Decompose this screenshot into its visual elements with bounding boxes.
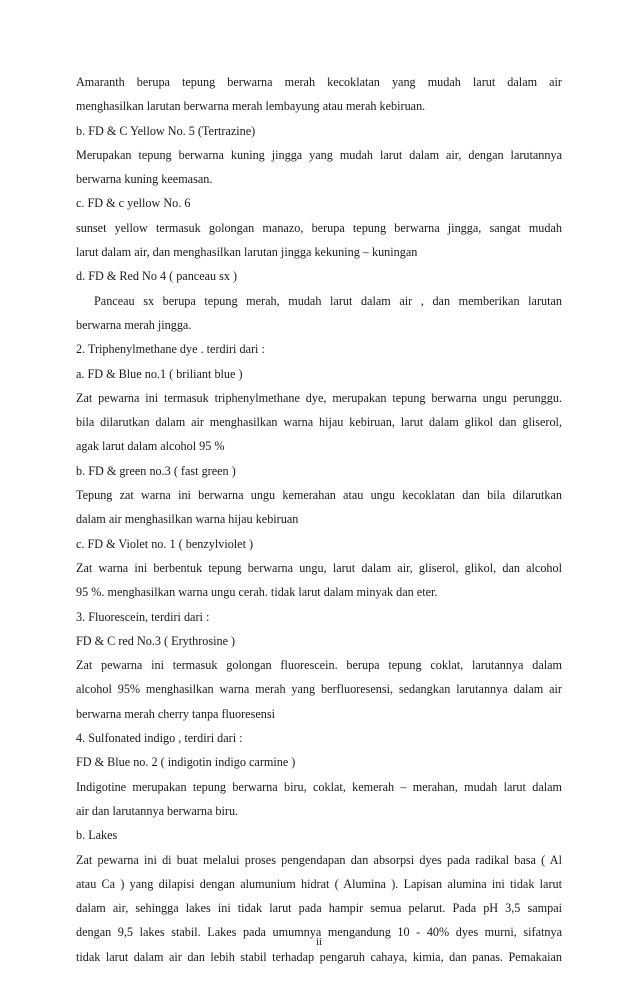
text-line: Amaranth berupa tepung berwarna merah kecoklatan yang mudah larut dalam air	[76, 75, 562, 89]
text-line: tidak larut dalam air dan lebih stabil terhadap pengaruh cahaya, kimia, dan panas. Pemakaian	[76, 949, 562, 964]
text-line: Zat pewarna ini termasuk golongan fluorescein. berupa tepung coklat, larutannya dalam	[76, 658, 562, 673]
text-line: atau Ca ) yang dilapisi dengan alumunium hidrat ( Alumina ). Lapisan alumina ini tidak larut	[76, 876, 562, 891]
text-line: FD & Blue no. 2 ( indigotin indigo carmine )	[76, 755, 296, 770]
text-line: Zat pewarna ini termasuk triphenylmethane dye, merupakan tepung berwarna ungu perunggu.	[76, 390, 562, 405]
text-line: Zat warna ini berbentuk tepung berwarna ungu, larut dalam air, gliserol, glikol, dan alcohol	[76, 560, 562, 575]
text-line: c. FD & Violet no. 1 ( benzylviolet )	[76, 536, 254, 551]
text-line: a. FD & Blue no.1 ( briliant blue )	[76, 366, 243, 381]
text-line: berwarna merah jingga.	[76, 317, 192, 332]
text-line: agak larut dalam alcohol 95 %	[76, 439, 225, 454]
text-line: 3. Fluorescein, terdiri dari :	[76, 609, 210, 624]
text-line: 4. Sulfonated indigo , terdiri dari :	[76, 731, 243, 746]
text-line: Tepung zat warna ini berwarna ungu kemerahan atau ungu kecoklatan dan bila dilarutkan	[76, 488, 562, 503]
text-line: Zat pewarna ini di buat melalui proses pengendapan dan absorpsi dyes pada radikal basa ( Al	[76, 852, 562, 867]
text-line: menghasilkan larutan berwarna merah lembayung atau merah kebiruan.	[76, 99, 426, 114]
text-line: 2. Triphenylmethane dye . terdiri dari :	[76, 342, 265, 357]
text-line: c. FD & c yellow No. 6	[76, 196, 191, 211]
text-line: sunset yellow termasuk golongan manazo, berupa tepung berwarna jingga, sangat mudah	[76, 220, 562, 235]
page-body	[76, 70, 562, 969]
text-line: Merupakan tepung berwarna kuning jingga yang mudah larut dalam air, dengan larutannya	[76, 147, 562, 162]
text-line: berwarna merah cherry tanpa fluoresensi	[76, 706, 275, 721]
text-line: dalam air, sehingga lakes ini tidak larut pada hampir semua pelarut. Pada pH 3,5 sampai	[76, 901, 562, 916]
text-line: FD & C red No.3 ( Erythrosine )	[76, 633, 236, 648]
text-line: dalam air menghasilkan warna hijau kebiruan	[76, 512, 299, 527]
text-line: air dan larutannya berwarna biru.	[76, 803, 239, 818]
text-line: berwarna kuning keemasan.	[76, 172, 213, 187]
text-line: 95 %. menghasilkan warna ungu cerah. tidak larut dalam minyak dan eter.	[76, 585, 438, 600]
text-line: d. FD & Red No 4 ( panceau sx )	[76, 269, 238, 284]
text-line: bila dilarutkan dalam air menghasilkan warna hijau kebiruan, larut dalam glikol dan gliserol,	[76, 415, 562, 430]
text-line: Panceau sx berupa tepung merah, mudah larut dalam air , dan memberikan larutan	[94, 293, 562, 308]
text-line: larut dalam air, dan menghasilkan larutan jingga kekuning – kuningan	[76, 245, 418, 260]
text-line: alcohol 95% menghasilkan warna merah yang berfluoresensi, sedangkan larutannya dalam air	[76, 682, 562, 697]
text-line: b. FD & green no.3 ( fast green )	[76, 463, 236, 478]
text-line: dengan 9,5 lakes stabil. Lakes pada umumnya mengandung 10 - 40% dyes murni, sifatnya	[76, 925, 562, 940]
page-number: ii	[315, 936, 323, 948]
text-line: b. FD & C Yellow No. 5 (Tertrazine)	[76, 123, 256, 138]
text-line: b. Lakes	[76, 828, 118, 843]
text-line: Indigotine merupakan tepung berwarna biru, coklat, kemerah – merahan, mudah larut dalam	[76, 779, 562, 794]
